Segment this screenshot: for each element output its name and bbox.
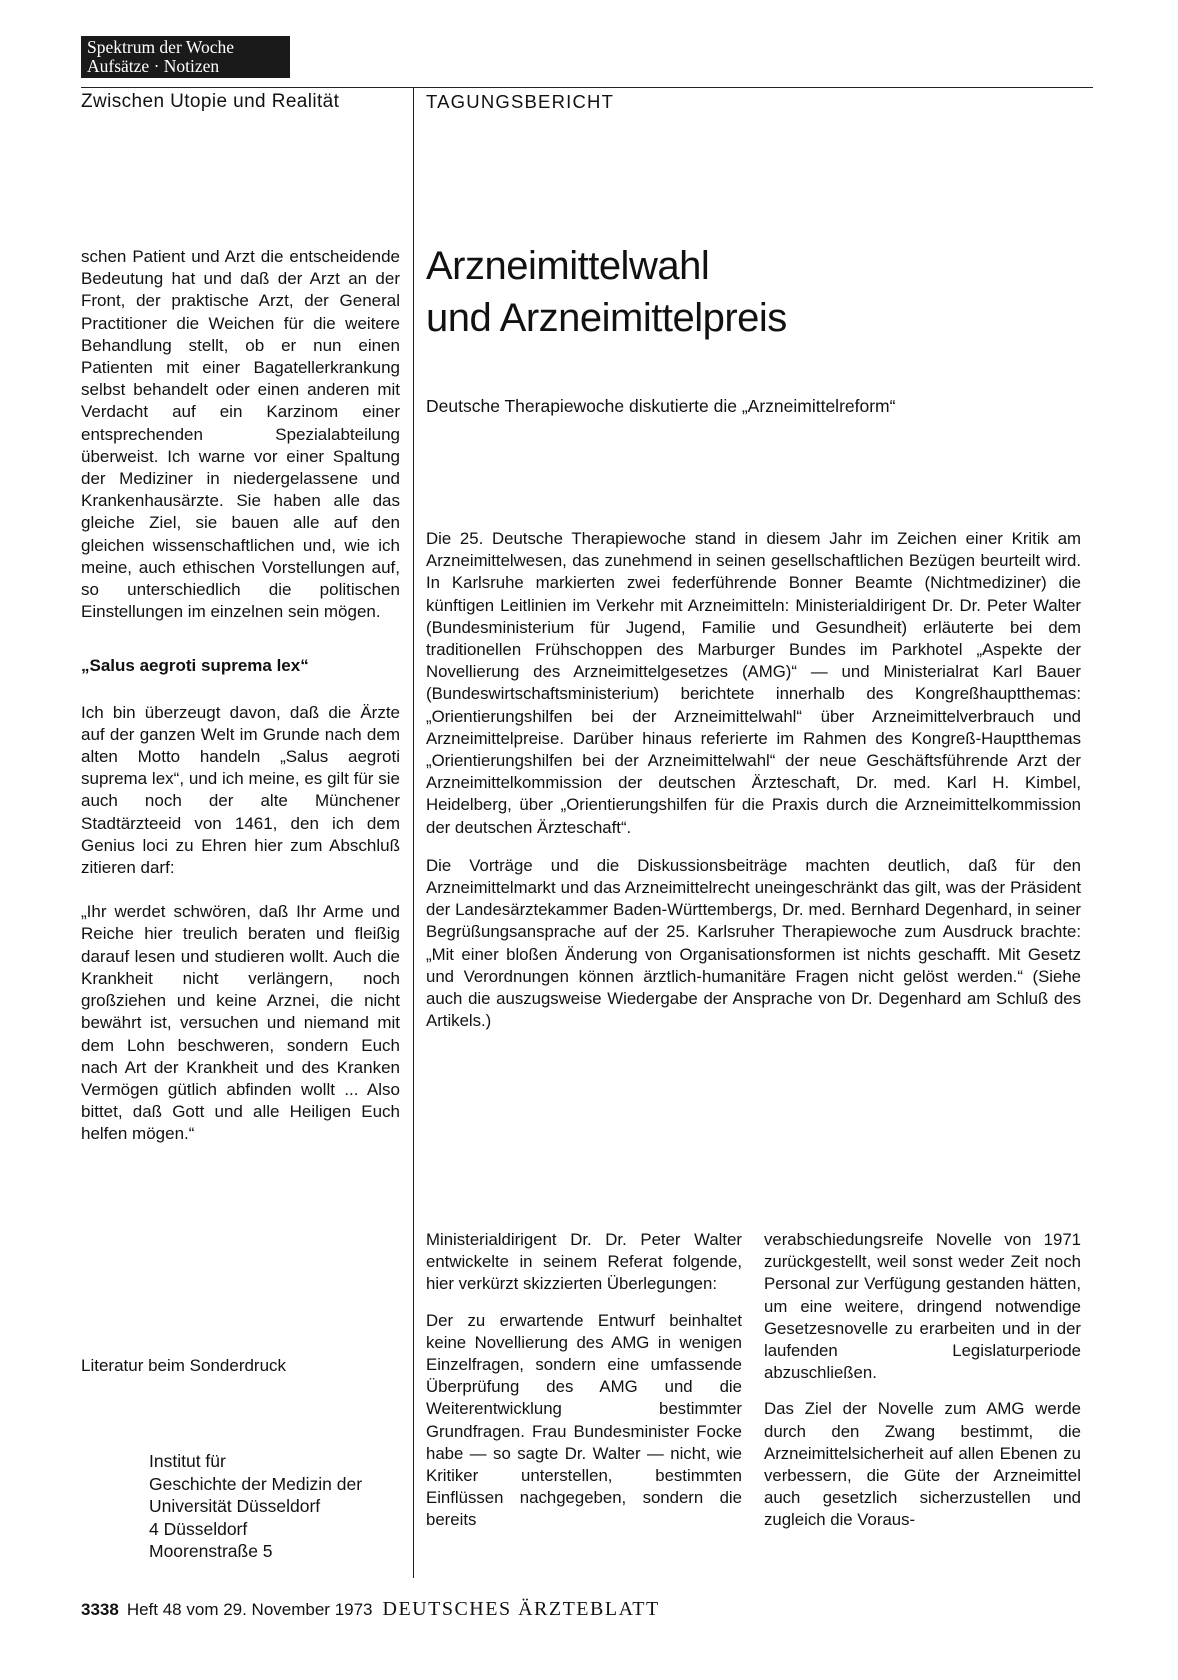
article-title-line1: Arzneimittelwahl bbox=[426, 244, 710, 288]
page-number: 3338 bbox=[81, 1600, 119, 1619]
left-paragraph-1: schen Patient und Arzt die entscheidende Bedeutung hat und daß der Arzt an der Front, der praktische Arzt, der General Practitioner die Weichen für die weitere Behandlung stellt, ob er nun einen Patienten mit einer Bagatellerkrankung selbst behandelt oder einen anderen mit Verdacht auf ein Karzinom einer entsprechenden Spezialabteilung überweist. Ich warne vor einer Spaltung der Mediziner in niedergelassene und Krankenhausärzte. Sie haben alle das gleiche Ziel, sie bauen alle auf den gleichen wissenschaftlichen und, wie ich meine, auch ethischen Vorstellungen auf, so unterschiedlich die politischen Einstellungen im einzelnen sein mögen. bbox=[81, 247, 400, 622]
top-rule bbox=[81, 87, 1093, 88]
section-badge bbox=[81, 36, 290, 78]
article-subtitle: Deutsche Therapiewoche diskutierte die „Arzneimittelreform“ bbox=[426, 396, 896, 416]
column-rule bbox=[413, 88, 414, 1578]
issue-info: Heft 48 vom 29. November 1973 bbox=[126, 1600, 373, 1619]
left-paragraph-2: Ich bin überzeugt davon, daß die Ärzte auf der ganzen Welt im Grunde nach dem alten Motto handeln „Salus aegroti suprema lex“, und ich meine, es gilt für sie auch noch der alte Münchener Stadtärzteeid von 1461, den ich dem Genius loci zu Ehren hier zum Abschluß zitieren darf: bbox=[81, 702, 400, 878]
magazine-name: DEUTSCHES ÄRZTEBLATT bbox=[382, 1598, 660, 1620]
address-line: Moorenstraße 5 bbox=[149, 1541, 273, 1561]
section-badge-line1: Spektrum der Woche bbox=[87, 37, 234, 57]
middle-paragraph-2: Der zu erwartende Entwurf beinhaltet keine Novellierung des AMG in wenigen Einzelfragen, sondern eine umfassende Überprüfung des AMG und die Weiterentwicklung bestimmter Grundfragen. Frau Bundesminister Focke habe — so sagte Dr. Walter — nicht, wie Kritiker unterstellen, bestimmten Einflüssen nachgegeben, sondern die bereits bbox=[426, 1310, 742, 1530]
address-line: Institut für bbox=[149, 1451, 226, 1471]
literature-note: Literatur beim Sonderdruck bbox=[81, 1356, 287, 1375]
left-column bbox=[81, 246, 400, 1146]
right-column bbox=[764, 1229, 1081, 1532]
address-line: Universität Düsseldorf bbox=[149, 1496, 321, 1516]
section-badge-line2: Aufsätze · Notizen bbox=[87, 56, 220, 76]
lead-paragraph-2: Die Vorträge und die Diskussionsbeiträge machten deutlich, daß für den Arzneimittelmarkt und das Arzneimittelrecht uneingeschränkt das gilt, was der Präsident der Landesärztekammer Baden-Württembergs, Dr. med. Bernhard Degenhard, in seiner Begrüßungsansprache auf der 25. Karlsruher Therapiewoche zum Ausdruck brachte: „Mit einer bloßen Änderung von Organisationsformen ist nichts geschafft. Mit Gesetz und Verordnungen können ärztlich-humanitäre Fragen nicht gelöst werden.“ (Siehe auch die auszugsweise Wiedergabe der Ansprache von Dr. Degenhard am Schluß des Artikels.) bbox=[426, 855, 1081, 1031]
article-title-line2: und Arzneimittelpreis bbox=[426, 296, 787, 340]
lead-text bbox=[426, 528, 1081, 1032]
kicker-left: Zwischen Utopie und Realität bbox=[81, 91, 340, 112]
kicker-right: TAGUNGSBERICHT bbox=[426, 91, 615, 112]
right-paragraph-2: Das Ziel der Novelle zum AMG werde durch den Zwang bestimmt, die Arzneimittelsicherheit auf allen Ebenen zu verbessern, die Güte der Arzneimittel auch gesetzlich sicherzustellen und zugleich die Voraus- bbox=[764, 1399, 1081, 1530]
author-address bbox=[149, 1450, 362, 1563]
middle-column bbox=[426, 1229, 742, 1532]
address-line: Geschichte der Medizin der bbox=[149, 1473, 363, 1494]
address-line: 4 Düsseldorf bbox=[149, 1518, 248, 1539]
left-quote: „Ihr werdet schwören, daß Ihr Arme und Reiche hier treulich beraten und fleißig darauf lesen und studieren wollt. Auch die Krankheit nicht verlängern, noch großziehen und keine Arznei, die nicht bewährt ist, versuchen und niemand mit dem Lohn beschweren, sondern Euch nach Art der Krankheit und des Kranken Vermögen gütlich abfinden wollt ... Also bittet, daß Gott und alle Heiligen Euch helfen mögen.“ bbox=[81, 902, 400, 1144]
middle-paragraph-1: Ministerialdirigent Dr. Dr. Peter Walter entwickelte in seinem Referat folgende, hier verkürzt skizzierten Überlegungen: bbox=[426, 1230, 742, 1294]
article-title bbox=[426, 240, 787, 344]
right-paragraph-1: verabschiedungsreife Novelle von 1971 zurückgestellt, weil sonst weder Zeit noch Personal zur Verfügung gestanden hätten, um eine weitere, dringend notwendige Gesetzesnovelle zu erarbeiten und in der laufenden Legislaturperiode abzuschließen. bbox=[764, 1230, 1081, 1383]
left-subheading: „Salus aegroti suprema lex“ bbox=[81, 656, 309, 676]
lead-paragraph-1: Die 25. Deutsche Therapiewoche stand in diesem Jahr im Zeichen einer Kritik am Arzneimittelwesen, das zunehmend in seinen gesellschaftlichen Bezügen beurteilt wird. In Karlsruhe markierten zwei federführende Bonner Beamte (Nichtmediziner) die künftigen Leitlinien im Verkehr mit Arzneimitteln: Ministerialdirigent Dr. Dr. Peter Walter (Bundesministerium für Jugend, Familie und Gesundheit) erläuterte bei dem traditionellen Frühschoppen des Marburger Bundes im Parkhotel „Aspekte der Novellierung des Arzneimittelgesetzes (AMG)“ — und Ministerialrat Karl Bauer (Bundeswirtschaftsministerium) berichtete innerhalb des Kongreßhauptthemas: „Orientierungshilfen bei der Arzneimittelwahl“ über Arzneimittelverbrauch und Arzneimittelpreise. Darüber hinaus referierte im Rahmen des Kongreß-Hauptthemas „Orientierungshilfen bei der Arzneimittelwahl“ der neue Geschäftsführende Arzt der Arzneimittelkommission der deutschen Ärzteschaft, Dr. med. Karl H. Kimbel, Heidelberg, über „Orientierungshilfen für die Praxis durch die Arzneimittelkommission der deutschen Ärzteschaft“. bbox=[426, 529, 1081, 837]
page-footer bbox=[81, 1598, 660, 1621]
